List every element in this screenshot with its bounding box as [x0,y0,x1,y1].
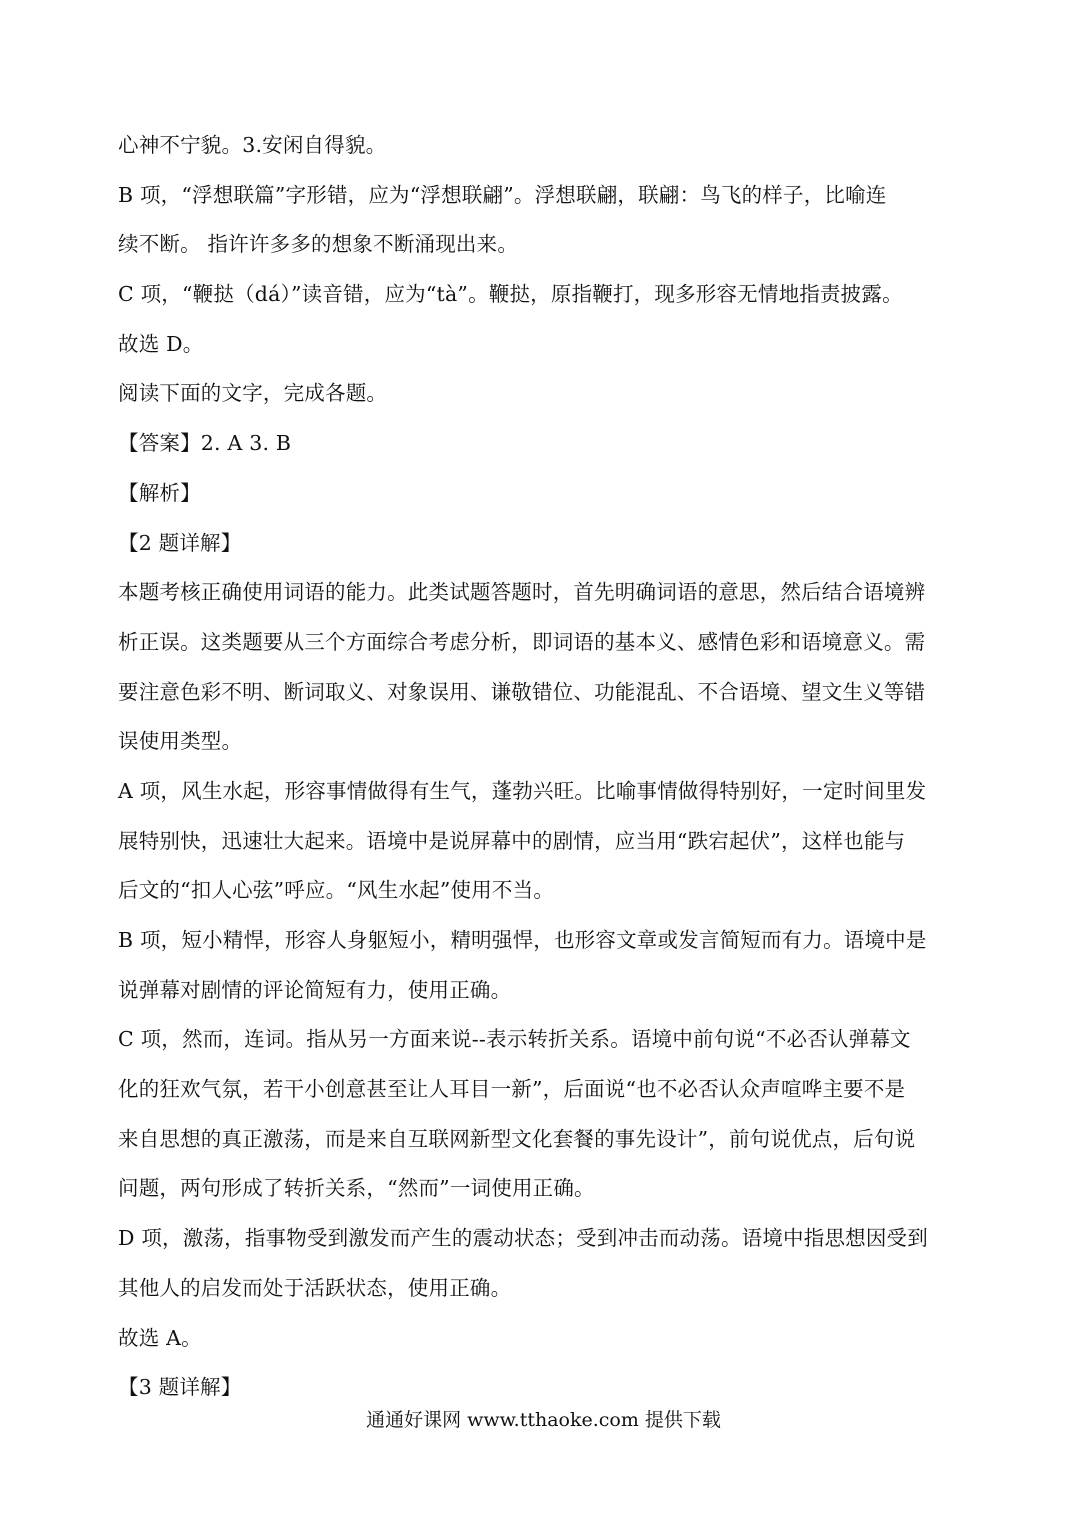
text-line: C 项，“鞭挞（dá）”读音错，应为“tà”。鞭挞，原指鞭打，现多形容无情地指责披露。 [118,282,903,307]
answer-line: 【答案】2. A 3. B [118,431,292,456]
text-line: 展特别快，迅速壮大起来。语境中是说屏幕中的剧情，应当用“跌宕起伏”，这样也能与 [118,828,906,853]
section-heading: 【解析】 [118,480,201,505]
text-line: C 项，然而，连词。指从另一方面来说--表示转折关系。语境中前句说“不必否认弹幕文 [118,1027,911,1052]
text-line: 续不断。 指许许多多的想象不断涌现出来。 [118,232,519,257]
text-line: B 项，“浮想联篇”字形错，应为“浮想联翩”。浮想联翩，联翩：鸟飞的样子，比喻连 [118,182,887,207]
text-line: 来自思想的真正激荡，而是来自互联网新型文化套餐的事先设计”，前句说优点，后句说 [118,1126,916,1151]
text-line: 阅读下面的文字，完成各题。 [118,381,388,406]
text-line: B 项，短小精悍，形容人身躯短小，精明强悍，也形容文章或发言简短而有力。语境中是 [118,928,927,952]
section-heading: 【3 题详解】 [118,1375,242,1400]
document-body [118,121,970,1413]
text-line: 后文的“扣人心弦”呼应。“风生水起”使用不当。 [118,878,555,903]
text-line: 误使用类型。 [118,729,243,754]
text-line: 故选 A。 [118,1325,202,1350]
text-line: 化的狂欢气氛，若干小创意甚至让人耳目一新”，后面说“也不必否认众声喧哗主要不是 [118,1077,906,1102]
text-line: 心神不宁貌。3.安闲自得貌。 [118,133,387,157]
text-line: 故选 D。 [118,331,204,356]
text-line: 析正误。这类题要从三个方面综合考虑分析，即词语的基本义、感情色彩和语境意义。需 [118,629,926,654]
text-line: 其他人的启发而处于活跃状态，使用正确。 [118,1275,512,1300]
text-line: 问题，两句形成了转折关系，“然而”一词使用正确。 [118,1176,595,1201]
page-footer: 通通好课网 www.tthaoke.com 提供下载 [366,1409,721,1431]
section-heading: 【2 题详解】 [118,530,242,555]
text-line: 说弹幕对剧情的评论简短有力，使用正确。 [118,977,512,1002]
text-line: D 项，激荡，指事物受到激发而产生的震动状态；受到冲击而动荡。语境中指思想因受到 [118,1226,928,1251]
text-line: 本题考核正确使用词语的能力。此类试题答题时，首先明确词语的意思，然后结合语境辨 [118,580,926,605]
text-line: A 项，风生水起，形容事情做得有生气，蓬勃兴旺。比喻事情做得特别好，一定时间里发 [118,778,927,803]
text-line: 要注意色彩不明、断词取义、对象误用、谦敬错位、功能混乱、不合语境、望文生义等错 [118,679,926,704]
